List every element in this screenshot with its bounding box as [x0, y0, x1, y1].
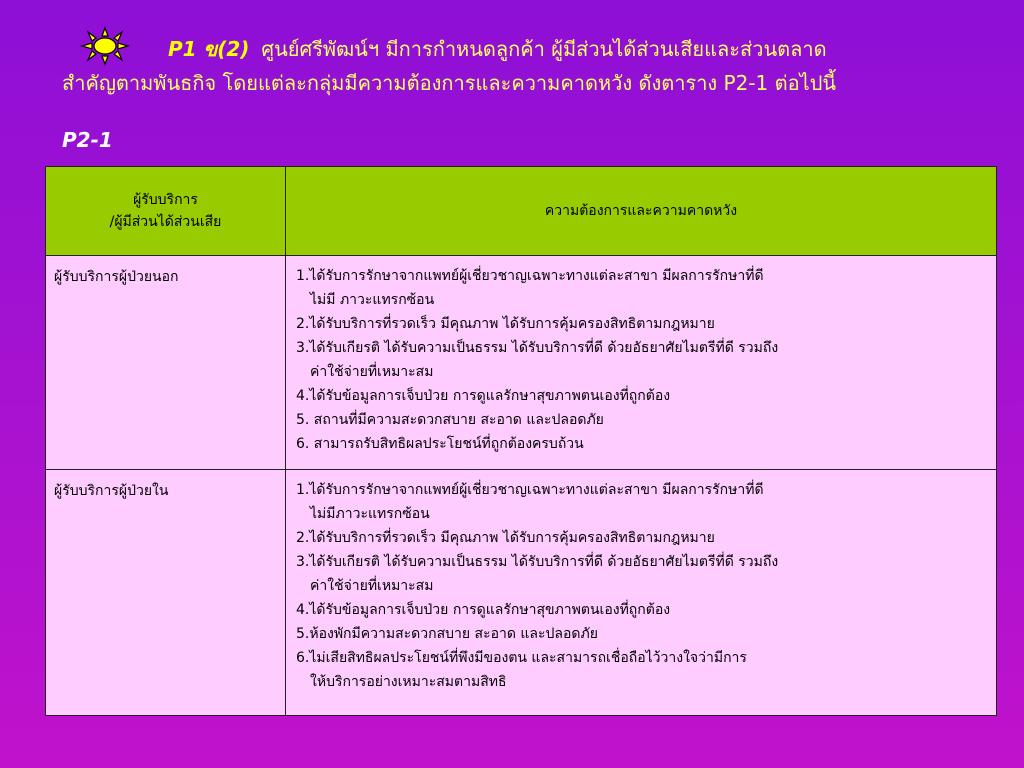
list-item: 5.ห้องพักมีความสะดวกสบาย สะอาด และปลอดภัย	[296, 626, 598, 642]
list-item: 3.ได้รับเกียรติ ได้รับความเป็นธรรม ได้รับบริการที่ดี ด้วยอัธยาศัยไมตรีที่ดี รวมถึง	[296, 554, 779, 570]
stakeholder-table	[45, 166, 997, 716]
header-stakeholder-line1: ผู้รับบริการ	[133, 192, 198, 208]
list-item: ให้บริการอย่างเหมาะสมตามสิทธิ	[310, 674, 507, 690]
list-item: ไม่มี ภาวะแทรกซ้อน	[310, 292, 435, 308]
group-inpatient: ผู้รับบริการผู้ป่วยใน	[46, 470, 286, 716]
list-item: 6.ไม่เสียสิทธิผลประโยชน์ที่พึงมีของตน และสามารถเชื่อถือไว้วางใจว่ามีการ	[296, 650, 747, 666]
list-item: 4.ได้รับข้อมูลการเจ็บป่วย การดูแลรักษาสุขภาพตนเองที่ถูกต้อง	[296, 388, 671, 404]
list-item: ค่าใช้จ่ายที่เหมาะสม	[310, 578, 434, 594]
group-outpatient: ผู้รับบริการผู้ป่วยนอก	[46, 256, 286, 470]
list-item: 2.ได้รับบริการที่รวดเร็ว มีคุณภาพ ได้รับการคุ้มครองสิทธิตามกฎหมาย	[296, 530, 715, 546]
list-item: ไม่มีภาวะแทรกซ้อน	[310, 506, 430, 522]
table-label: P2-1	[62, 128, 113, 152]
heading-line-2: สำคัญตามพันธกิจ โดยแต่ละกลุ่มมีความต้องการและความคาดหวัง ดังตาราง P2-1 ต่อไปนี้	[62, 71, 837, 95]
table-row	[46, 470, 997, 716]
requirements-inpatient	[286, 470, 997, 716]
list-item: 6. สามารถรับสิทธิผลประโยชน์ที่ถูกต้องครบถ้วน	[296, 436, 584, 452]
heading-text-1: ศูนย์ศรีพัฒน์ฯ มีการกำหนดลูกค้า ผู้มีส่วนได้ส่วนเสียและส่วนตลาด	[261, 37, 827, 61]
list-item: 2.ได้รับบริการที่รวดเร็ว มีคุณภาพ ได้รับการคุ้มครองสิทธิตามกฎหมาย	[296, 316, 715, 332]
requirements-outpatient	[286, 256, 997, 470]
list-item: ค่าใช้จ่ายที่เหมาะสม	[310, 364, 434, 380]
list-item: 1.ได้รับการรักษาจากแพทย์ผู้เชี่ยวชาญเฉพาะทางแต่ละสาขา มีผลการรักษาที่ดี	[296, 268, 764, 284]
list-item: 4.ได้รับข้อมูลการเจ็บป่วย การดูแลรักษาสุขภาพตนเองที่ถูกต้อง	[296, 602, 671, 618]
table-row	[46, 256, 997, 470]
header-requirements: ความต้องการและความคาดหวัง	[286, 167, 997, 256]
heading-line-1	[168, 36, 827, 62]
table-header-row	[46, 167, 997, 256]
list-item: 3.ได้รับเกียรติ ได้รับความเป็นธรรม ได้รับบริการที่ดี ด้วยอัธยาศัยไมตรีที่ดี รวมถึง	[296, 340, 779, 356]
section-code: P1 ข(2)	[168, 37, 250, 61]
header-stakeholder	[46, 167, 286, 256]
list-item: 5. สถานที่มีความสะดวกสบาย สะอาด และปลอดภัย	[296, 412, 604, 428]
header-stakeholder-line2: /ผู้มีส่วนได้ส่วนเสีย	[109, 214, 222, 230]
list-item: 1.ได้รับการรักษาจากแพทย์ผู้เชี่ยวชาญเฉพาะทางแต่ละสาขา มีผลการรักษาที่ดี	[296, 482, 764, 498]
sun-icon	[80, 26, 130, 66]
